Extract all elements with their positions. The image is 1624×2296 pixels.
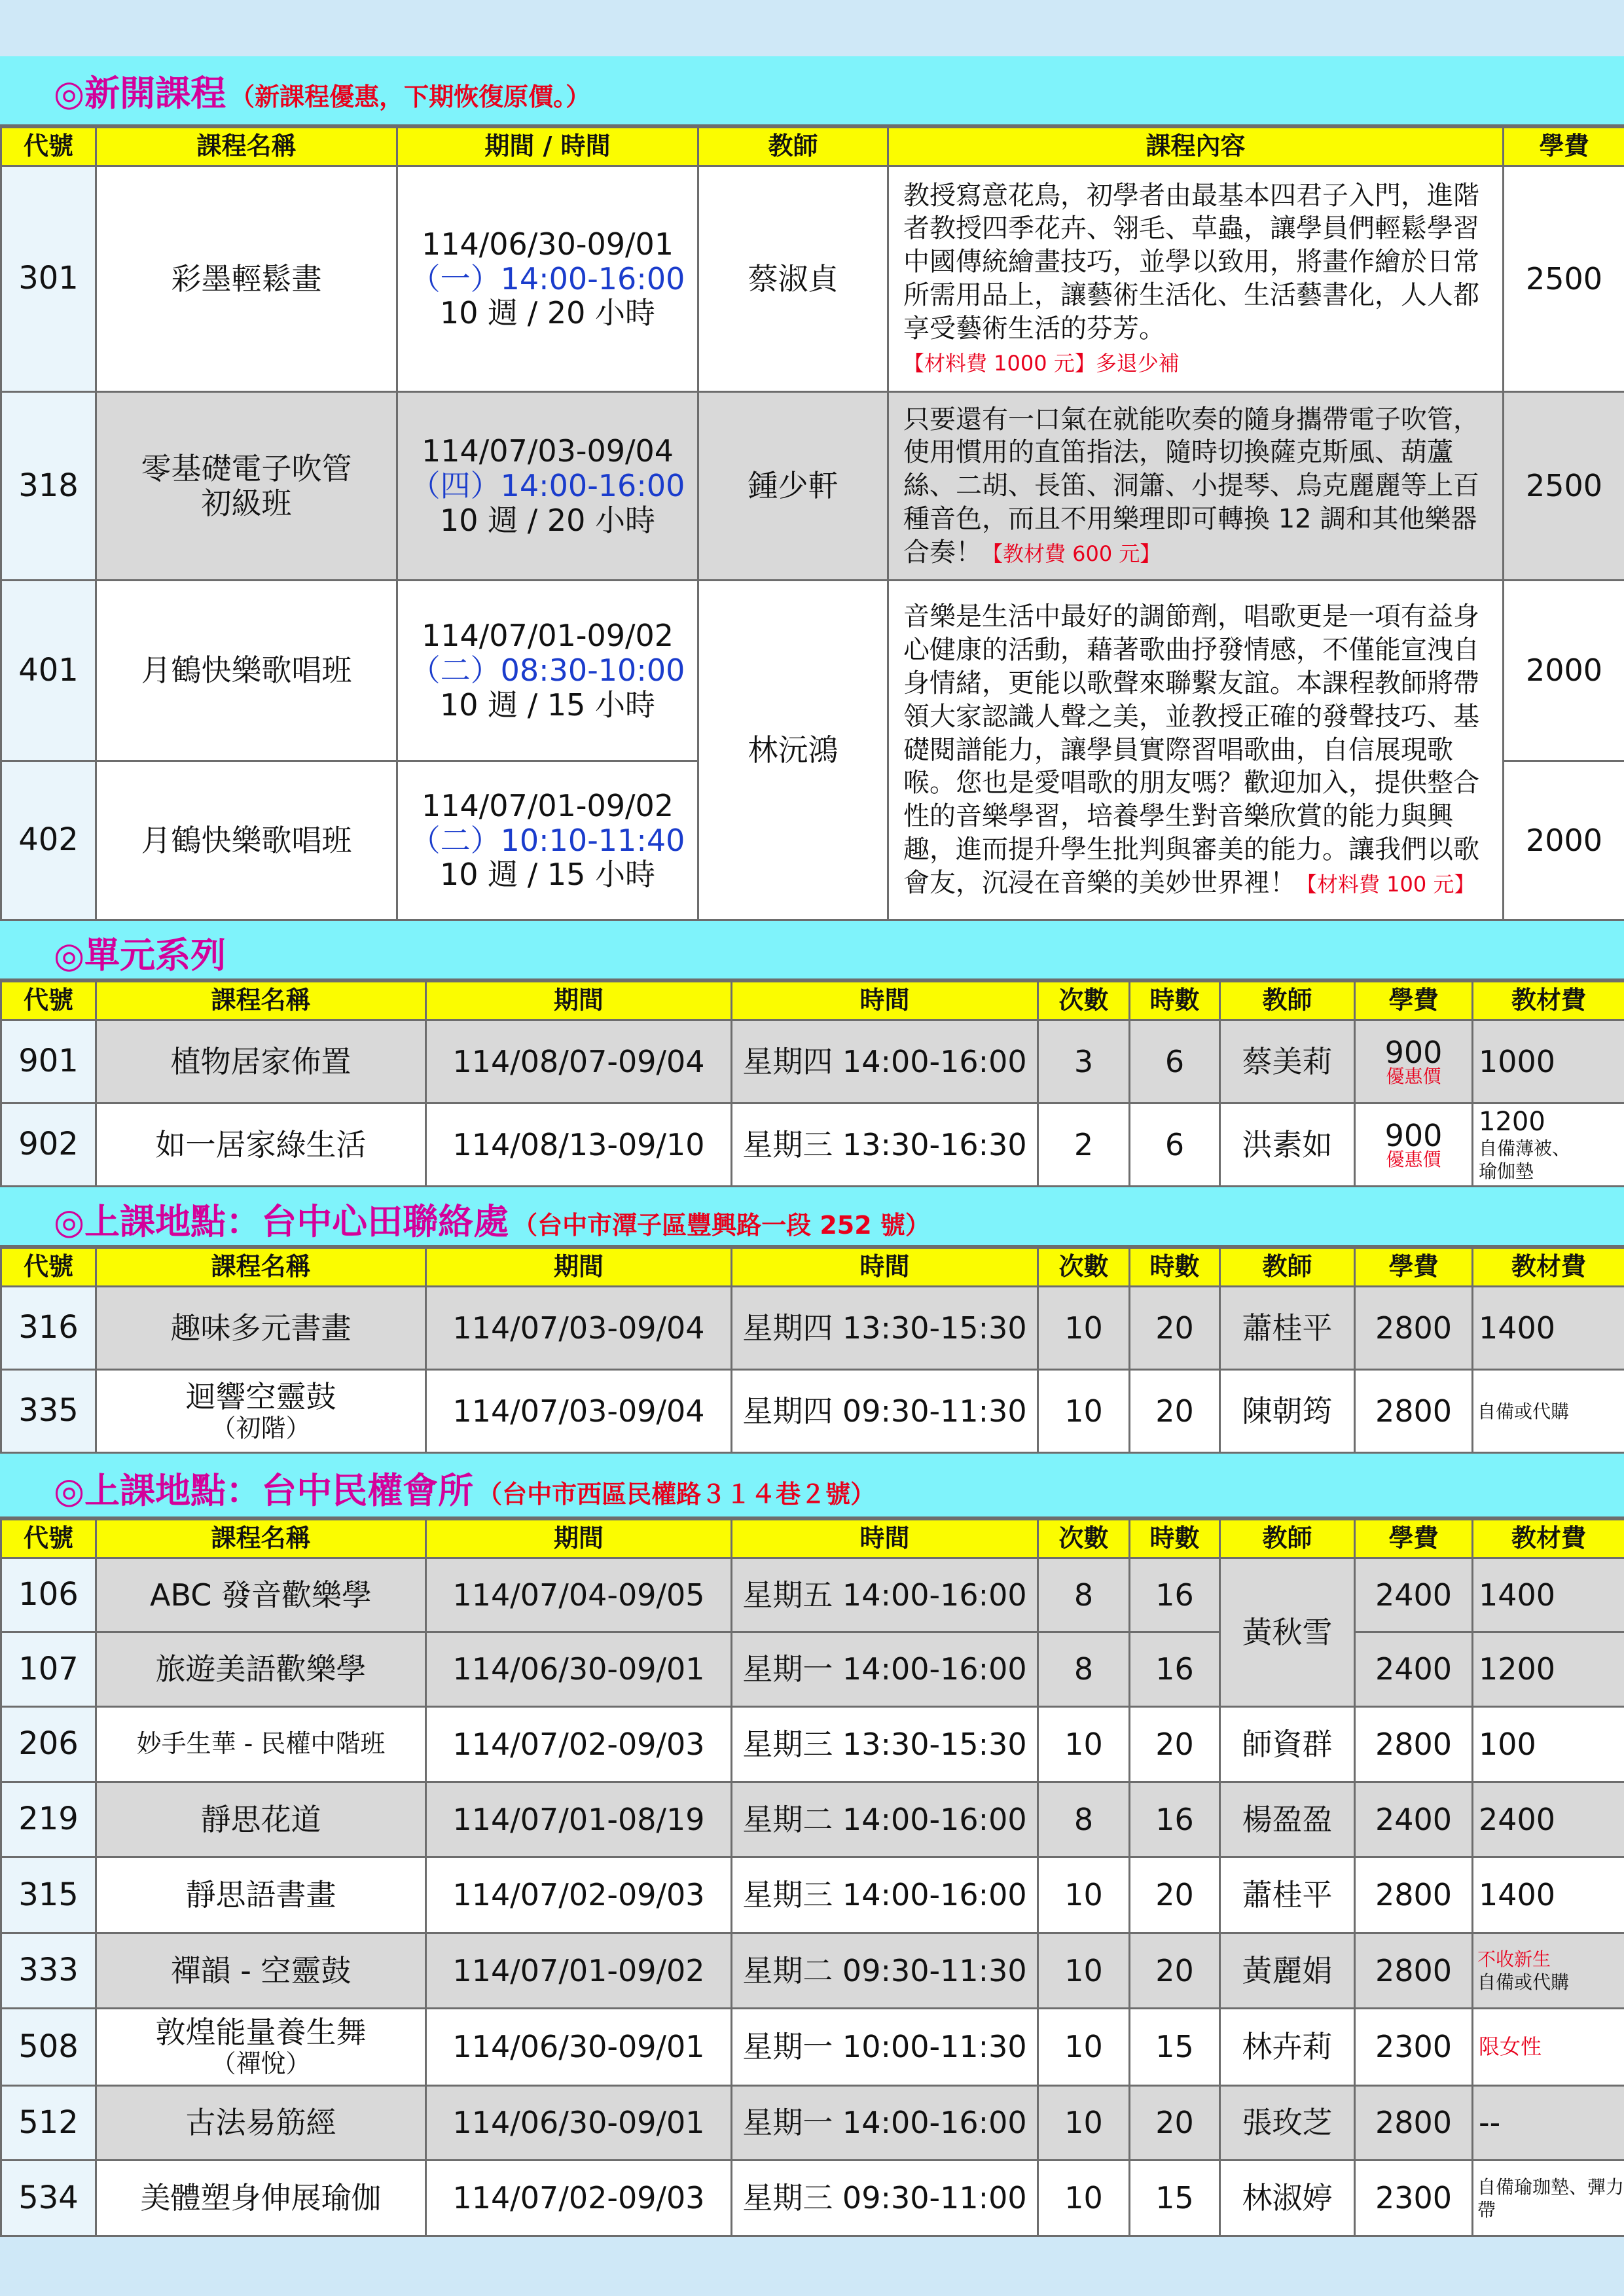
course-name: 靜思花道 — [96, 1782, 426, 1857]
header-teacher: 教師 — [1220, 982, 1355, 1020]
section-minquan-header — [0, 1454, 1624, 1518]
table-row — [1, 1857, 1624, 1933]
course-period: 114/07/03-09/04 — [426, 1287, 732, 1370]
table-row — [1, 1933, 1624, 2009]
course-name: 月鶴快樂歌唱班 — [96, 761, 397, 920]
header-time: 時間 — [732, 1520, 1038, 1558]
material-fee-note: 【教材費 600 元】 — [982, 541, 1161, 566]
course-code: 902 — [1, 1103, 96, 1187]
header-period: 期間 — [426, 1520, 732, 1558]
course-name: 彩墨輕鬆畫 — [96, 166, 397, 392]
course-fee: 2400 — [1355, 1782, 1473, 1857]
table-row — [1, 166, 1624, 392]
course-count: 3 — [1038, 1020, 1130, 1103]
course-teacher: 陳朝筠 — [1220, 1370, 1355, 1453]
weeks-text: 10 週 / 15 小時 — [439, 857, 656, 893]
course-count: 10 — [1038, 2009, 1130, 2086]
course-code: 316 — [1, 1287, 96, 1370]
table-row — [1, 1782, 1624, 1857]
course-count: 10 — [1038, 1707, 1130, 1782]
course-period: 114/06/30-09/01 — [426, 2009, 732, 2086]
course-material: 1400 — [1473, 1287, 1624, 1370]
course-period: 114/07/03-09/04 — [426, 1370, 732, 1453]
course-count: 8 — [1038, 1632, 1130, 1707]
course-period: 114/07/01-08/19 — [426, 1782, 732, 1857]
header-fee: 學費 — [1355, 982, 1473, 1020]
course-count: 2 — [1038, 1103, 1130, 1187]
table-row — [1, 2161, 1624, 2236]
name-line-2: （禪悅） — [211, 2049, 311, 2079]
header-code: 代號 — [1, 1520, 96, 1558]
course-teacher: 黃秋雪 — [1220, 1558, 1355, 1707]
header-hours: 時數 — [1130, 982, 1220, 1020]
course-material: 自備或代購 — [1473, 1370, 1624, 1453]
table-row — [1, 1632, 1624, 1707]
header-hours: 時數 — [1130, 1520, 1220, 1558]
table-row — [1, 1707, 1624, 1782]
course-period — [397, 166, 698, 392]
table-row — [1, 581, 1624, 761]
course-period: 114/07/04-09/05 — [426, 1558, 732, 1632]
course-fee: 2300 — [1355, 2161, 1473, 2236]
course-fee: 2400 — [1355, 1558, 1473, 1632]
course-material: 1000 — [1473, 1020, 1624, 1103]
table-header — [1, 1520, 1624, 1558]
course-teacher: 鍾少軒 — [698, 392, 888, 581]
section-title: ◎上課地點：台中心田聯絡處 — [54, 1201, 509, 1242]
header-fee: 學費 — [1504, 128, 1624, 166]
course-name: 旅遊美語歡樂學 — [96, 1632, 426, 1707]
course-time: 星期二 14:00-16:00 — [732, 1782, 1038, 1857]
course-name: 古法易筋經 — [96, 2086, 426, 2161]
minquan-table — [0, 1518, 1624, 2237]
table-row — [1, 2086, 1624, 2161]
course-code: 901 — [1, 1020, 96, 1103]
course-period: 114/07/02-09/03 — [426, 1857, 732, 1933]
course-time: 星期五 14:00-16:00 — [732, 1558, 1038, 1632]
material-note-red: 不收新生 — [1477, 1948, 1551, 1970]
period-text: 114/06/30-09/01 — [421, 226, 674, 262]
course-time: 星期四 09:30-11:30 — [732, 1370, 1038, 1453]
table-row — [1, 2009, 1624, 2086]
course-code: 206 — [1, 1707, 96, 1782]
course-material: 自備瑜珈墊、彈力帶 — [1473, 2161, 1624, 2236]
course-hours: 15 — [1130, 2161, 1220, 2236]
weeks-text: 10 週 / 20 小時 — [439, 502, 656, 538]
table-header — [1, 128, 1624, 166]
weeks-text: 10 週 / 20 小時 — [439, 295, 656, 331]
course-code: 318 — [1, 392, 96, 581]
material-fee-note: 【材料費 1000 元】多退少補 — [903, 350, 1180, 376]
header-teacher: 教師 — [1220, 1520, 1355, 1558]
course-material: 2400 — [1473, 1782, 1624, 1857]
header-count: 次數 — [1038, 1248, 1130, 1287]
header-count: 次數 — [1038, 982, 1130, 1020]
course-fee: 2800 — [1355, 2086, 1473, 2161]
course-teacher: 蔡美莉 — [1220, 1020, 1355, 1103]
name-line-1: 零基礎電子吹管 — [141, 450, 352, 486]
course-fee: 2000 — [1504, 581, 1624, 761]
course-count: 10 — [1038, 1857, 1130, 1933]
course-material: 100 — [1473, 1707, 1624, 1782]
new-courses-table — [0, 126, 1624, 921]
course-fee: 2500 — [1504, 392, 1624, 581]
course-name: 植物居家佈置 — [96, 1020, 426, 1103]
course-time: 星期三 13:30-15:30 — [732, 1707, 1038, 1782]
course-count: 10 — [1038, 1370, 1130, 1453]
course-count: 8 — [1038, 1558, 1130, 1632]
course-teacher: 蔡淑貞 — [698, 166, 888, 392]
header-teacher: 教師 — [698, 128, 888, 166]
header-hours: 時數 — [1130, 1248, 1220, 1287]
course-hours: 20 — [1130, 1370, 1220, 1453]
course-count: 10 — [1038, 1933, 1130, 2009]
course-description — [888, 392, 1504, 581]
table-header — [1, 982, 1624, 1020]
course-teacher: 洪素如 — [1220, 1103, 1355, 1187]
course-material: 1200 — [1473, 1632, 1624, 1707]
name-line-2: 初級班 — [201, 485, 292, 521]
header-material: 教材費 — [1473, 982, 1624, 1020]
section-address: （台中市西區民權路３１４巷２號） — [477, 1480, 876, 1509]
course-teacher: 師資群 — [1220, 1707, 1355, 1782]
course-name — [96, 392, 397, 581]
course-schedule — [0, 56, 1624, 2237]
section-new-courses-header — [0, 56, 1624, 126]
xintian-table — [0, 1247, 1624, 1454]
material-note: 自備薄被、瑜伽墊 — [1479, 1138, 1571, 1182]
course-time: 星期三 13:30-16:30 — [732, 1103, 1038, 1187]
course-code: 512 — [1, 2086, 96, 2161]
table-header — [1, 1248, 1624, 1287]
fee-note: 優惠價 — [1386, 1066, 1441, 1087]
header-fee: 學費 — [1355, 1520, 1473, 1558]
period-text: 114/07/01-09/02 — [421, 618, 674, 654]
course-code: 508 — [1, 2009, 96, 2086]
course-hours: 20 — [1130, 1707, 1220, 1782]
course-code: 333 — [1, 1933, 96, 2009]
header-material: 教材費 — [1473, 1248, 1624, 1287]
course-teacher: 楊盈盈 — [1220, 1782, 1355, 1857]
course-period: 114/06/30-09/01 — [426, 2086, 732, 2161]
name-line-2: （初階） — [211, 1413, 311, 1443]
course-code: 219 — [1, 1782, 96, 1857]
table-row — [1, 1370, 1624, 1453]
course-code: 534 — [1, 2161, 96, 2236]
course-teacher: 林沅鴻 — [698, 581, 888, 920]
course-material: 1400 — [1473, 1558, 1624, 1632]
course-fee: 2800 — [1355, 1287, 1473, 1370]
header-time: 時間 — [732, 1248, 1038, 1287]
course-material — [1473, 1103, 1624, 1187]
material-value: 1200 — [1479, 1107, 1545, 1137]
course-name — [96, 2009, 426, 2086]
course-period: 114/07/02-09/03 — [426, 1707, 732, 1782]
time-text: （一）14:00-16:00 — [410, 260, 685, 296]
course-teacher: 張玫芝 — [1220, 2086, 1355, 2161]
header-code: 代號 — [1, 128, 96, 166]
period-text: 114/07/03-09/04 — [421, 433, 674, 469]
course-period: 114/08/07-09/04 — [426, 1020, 732, 1103]
course-fee — [1355, 1020, 1473, 1103]
course-name: 靜思語書畫 — [96, 1857, 426, 1933]
time-text: （四）14:00-16:00 — [410, 468, 685, 504]
course-fee: 2800 — [1355, 1370, 1473, 1453]
description-text: 教授寫意花鳥，初學者由最基本四君子入門，進階者教授四季花卉、翎毛、草蟲，讓學員們輕鬆學習中國傳統繪畫技巧，並學以致用，將畫作繪於日常所需用品上，讓藝術生活化、生活藝書化，人人都享受藝術生活的芬芳。 — [903, 180, 1479, 344]
course-hours: 16 — [1130, 1558, 1220, 1632]
header-period-time: 期間 / 時間 — [397, 128, 698, 166]
header-name: 課程名稱 — [96, 1248, 426, 1287]
course-fee: 2800 — [1355, 1707, 1473, 1782]
course-hours: 16 — [1130, 1632, 1220, 1707]
header-fee: 學費 — [1355, 1248, 1473, 1287]
table-row — [1, 1287, 1624, 1370]
course-name: 如一居家綠生活 — [96, 1103, 426, 1187]
course-period — [397, 392, 698, 581]
time-text: （二）10:10-11:40 — [410, 822, 685, 858]
header-content: 課程內容 — [888, 128, 1504, 166]
course-period — [397, 581, 698, 761]
section-note: （新課程優惠，下期恢復原價。） — [230, 82, 591, 111]
course-time: 星期二 09:30-11:30 — [732, 1933, 1038, 2009]
course-hours: 20 — [1130, 1857, 1220, 1933]
section-unit-series-header — [0, 921, 1624, 980]
course-name: 月鶴快樂歌唱班 — [96, 581, 397, 761]
course-description — [888, 581, 1504, 920]
course-hours: 20 — [1130, 1287, 1220, 1370]
header-name: 課程名稱 — [96, 1520, 426, 1558]
name-line-1: 迴響空靈鼓 — [185, 1378, 336, 1414]
fee-value: 900 — [1384, 1118, 1443, 1153]
material-note: 自備或代購 — [1477, 1971, 1570, 1993]
course-count: 8 — [1038, 1782, 1130, 1857]
course-name: 禪韻 - 空靈鼓 — [96, 1933, 426, 2009]
course-name: 妙手生華 - 民權中階班 — [96, 1707, 426, 1782]
course-name: ABC 發音歡樂學 — [96, 1558, 426, 1632]
name-line-1: 敦煌能量養生舞 — [155, 2015, 367, 2051]
course-time: 星期一 14:00-16:00 — [732, 2086, 1038, 2161]
weeks-text: 10 週 / 15 小時 — [439, 687, 656, 723]
course-code: 107 — [1, 1632, 96, 1707]
course-code: 335 — [1, 1370, 96, 1453]
unit-series-table — [0, 980, 1624, 1187]
table-row — [1, 1558, 1624, 1632]
header-time: 時間 — [732, 982, 1038, 1020]
course-teacher: 林卉莉 — [1220, 2009, 1355, 2086]
course-hours: 20 — [1130, 2086, 1220, 2161]
header-period: 期間 — [426, 1248, 732, 1287]
course-time: 星期四 14:00-16:00 — [732, 1020, 1038, 1103]
course-teacher: 蕭桂平 — [1220, 1857, 1355, 1933]
course-code: 315 — [1, 1857, 96, 1933]
course-material: 限女性 — [1473, 2009, 1624, 2086]
header-material: 教材費 — [1473, 1520, 1624, 1558]
header-name: 課程名稱 — [96, 128, 397, 166]
course-fee: 2000 — [1504, 761, 1624, 920]
course-time: 星期三 09:30-11:00 — [732, 2161, 1038, 2236]
fee-value: 900 — [1384, 1035, 1443, 1070]
material-fee-note: 【材料費 100 元】 — [1296, 871, 1475, 897]
course-teacher: 蕭桂平 — [1220, 1287, 1355, 1370]
fee-note: 優惠價 — [1386, 1149, 1441, 1170]
course-time: 星期一 14:00-16:00 — [732, 1632, 1038, 1707]
table-row — [1, 1020, 1624, 1103]
section-title: ◎單元系列 — [54, 935, 226, 976]
course-material: -- — [1473, 2086, 1624, 2161]
section-title: ◎上課地點：台中民權會所 — [54, 1470, 474, 1511]
table-row — [1, 1103, 1624, 1187]
course-fee: 2500 — [1504, 166, 1624, 392]
course-fee: 2300 — [1355, 2009, 1473, 2086]
time-text: （二）08:30-10:00 — [410, 653, 685, 689]
section-address: （台中市潭子區豐興路一段 252 號） — [513, 1211, 930, 1240]
course-count: 10 — [1038, 2161, 1130, 2236]
course-code: 106 — [1, 1558, 96, 1632]
course-fee: 2800 — [1355, 1933, 1473, 2009]
section-title: ◎新開課程 — [54, 73, 226, 114]
course-fee: 2400 — [1355, 1632, 1473, 1707]
header-code: 代號 — [1, 1248, 96, 1287]
course-hours: 20 — [1130, 1933, 1220, 2009]
course-count: 10 — [1038, 2086, 1130, 2161]
course-material: 1400 — [1473, 1857, 1624, 1933]
section-xintian-header — [0, 1187, 1624, 1247]
course-time: 星期三 14:00-16:00 — [732, 1857, 1038, 1933]
course-name: 趣味多元書畫 — [96, 1287, 426, 1370]
course-material — [1473, 1933, 1624, 2009]
course-hours: 15 — [1130, 2009, 1220, 2086]
course-period: 114/06/30-09/01 — [426, 1632, 732, 1707]
course-count: 10 — [1038, 1287, 1130, 1370]
table-row — [1, 392, 1624, 581]
header-name: 課程名稱 — [96, 982, 426, 1020]
course-fee — [1355, 1103, 1473, 1187]
course-fee: 2800 — [1355, 1857, 1473, 1933]
description-text: 只要還有一口氣在就能吹奏的隨身攜帶電子吹管，使用慣用的直笛指法，隨時切換薩克斯風、葫蘆絲、二胡、長笛、洞簫、小提琴、烏克麗麗等上百種音色，而且不用樂理即可轉換 12 調和其他樂器合奏！ — [903, 404, 1479, 567]
course-description — [888, 166, 1504, 392]
course-period: 114/07/02-09/03 — [426, 2161, 732, 2236]
header-teacher: 教師 — [1220, 1248, 1355, 1287]
course-code: 401 — [1, 581, 96, 761]
course-name — [96, 1370, 426, 1453]
course-time: 星期一 10:00-11:30 — [732, 2009, 1038, 2086]
course-name: 美體塑身伸展瑜伽 — [96, 2161, 426, 2236]
course-teacher: 林淑婷 — [1220, 2161, 1355, 2236]
course-code: 301 — [1, 166, 96, 392]
course-period: 114/08/13-09/10 — [426, 1103, 732, 1187]
period-text: 114/07/01-09/02 — [421, 787, 674, 823]
description-text: 音樂是生活中最好的調節劑，唱歌更是一項有益身心健康的活動，藉著歌曲抒發情感，不僅能宣洩自身情緒，更能以歌聲來聯繫友誼。本課程教師將帶領大家認識人聲之美，並教授正確的發聲技巧、基礎閱譜能力，讓學員實際習唱歌曲，自信展現歌喉。您也是愛唱歌的朋友嗎？歡迎加入，提供整合性的音樂學習，培養學生對音樂欣賞的能力與興趣，進而提升學生批判與審美的能力。讓我們以歌會友，沉浸在音樂的美妙世界裡！ — [903, 601, 1479, 898]
header-period: 期間 — [426, 982, 732, 1020]
course-period — [397, 761, 698, 920]
header-code: 代號 — [1, 982, 96, 1020]
course-code: 402 — [1, 761, 96, 920]
header-count: 次數 — [1038, 1520, 1130, 1558]
course-hours: 16 — [1130, 1782, 1220, 1857]
course-hours: 6 — [1130, 1020, 1220, 1103]
course-period: 114/07/01-09/02 — [426, 1933, 732, 2009]
course-hours: 6 — [1130, 1103, 1220, 1187]
course-time: 星期四 13:30-15:30 — [732, 1287, 1038, 1370]
course-teacher: 黃麗娟 — [1220, 1933, 1355, 2009]
